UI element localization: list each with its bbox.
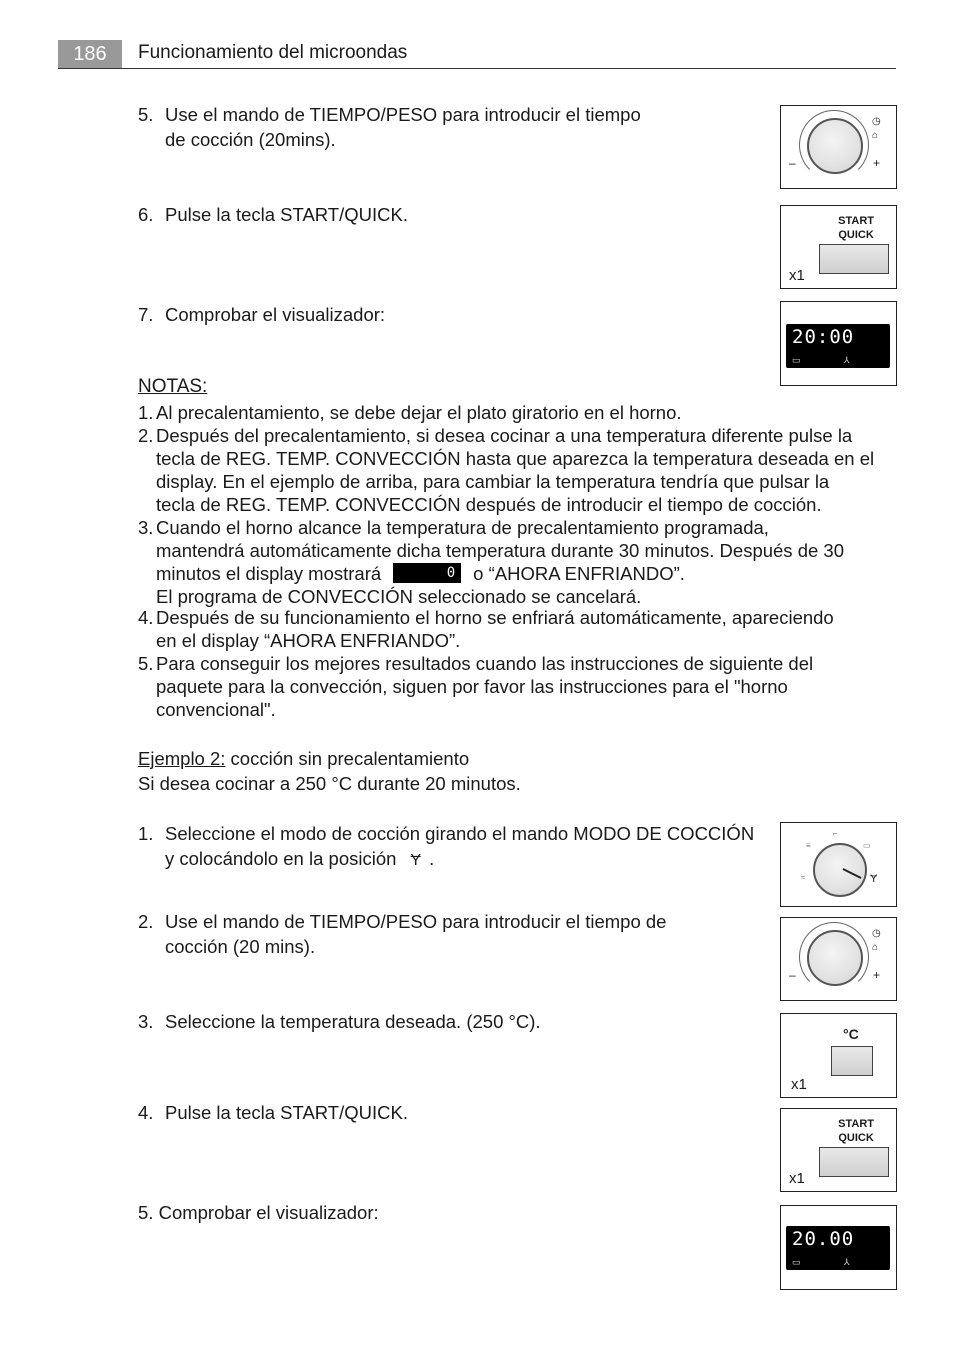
- weight-icon: ⌂: [872, 942, 879, 953]
- time-weight-knob-panel: [780, 105, 897, 189]
- time-weight-knob: [807, 930, 863, 986]
- display-panel-2: [780, 1205, 897, 1290]
- defrost-icon: ≈: [801, 873, 806, 882]
- note-number: 4.: [138, 607, 154, 628]
- oven-display: [786, 324, 890, 368]
- cooking-mode-knob-panel: [780, 822, 897, 907]
- press-count: x1: [789, 267, 805, 284]
- note-text: mantendrá automáticamente dicha temperatura durante 30 minutos. Después de 30: [156, 540, 844, 561]
- step-text-end: .: [429, 848, 435, 869]
- header-divider: [58, 68, 896, 69]
- combi-icon: ⌐: [833, 829, 838, 838]
- step-number: 4.: [138, 1102, 154, 1123]
- notes-title: NOTAS:: [138, 376, 208, 397]
- note-text: tecla de REG. TEMP. CONVECCIÓN después de introducir el tiempo de cocción.: [156, 494, 822, 515]
- clock-icon: ◷: [872, 116, 881, 127]
- note-1: [138, 401, 682, 424]
- step-number: 5.: [138, 1202, 154, 1223]
- step-number: 6.: [138, 204, 154, 225]
- start-quick-button: [819, 1147, 889, 1177]
- step-number: 3.: [138, 1011, 154, 1032]
- note-text: tecla de REG. TEMP. CONVECCIÓN hasta que aparezca la temperatura deseada en el: [156, 448, 875, 469]
- note-text: Al precalentamiento, se debe dejar el plato giratorio en el horno.: [156, 402, 682, 423]
- step-top-5: [138, 103, 641, 151]
- step-text: Comprobar el visualizador:: [158, 1202, 379, 1223]
- step-text: Seleccione el modo de cocción girando el mando MODO DE COCCIÓN: [165, 823, 755, 844]
- step-number: 7.: [138, 304, 154, 325]
- note-text: paquete para la convección, siguen por favor las instrucciones para el "horno: [156, 676, 788, 697]
- start-quick-panel: [780, 205, 897, 289]
- start-quick-label: START QUICK: [838, 215, 874, 241]
- clock-icon: ◷: [872, 928, 881, 939]
- microwave-icon: ▭: [863, 841, 871, 850]
- note-text: Cuando el horno alcance la temperatura de precalentamiento programada,: [156, 517, 769, 538]
- step-text: Pulse la tecla START/QUICK.: [165, 204, 408, 225]
- note-text-with-display: minutos el display mostrará 0 o “AHORA ENFRIANDO”.: [156, 563, 685, 584]
- note-text: convencional".: [156, 699, 276, 720]
- plus-label: +: [873, 968, 881, 982]
- oven-icon: ▭: [792, 355, 801, 365]
- example-label: Ejemplo 2:: [138, 748, 226, 769]
- step-bottom-3: [138, 1010, 541, 1033]
- plus-label: +: [873, 156, 881, 170]
- step-bottom-5: [138, 1201, 379, 1224]
- fan-icon: Ɏ: [870, 873, 878, 885]
- note-5: [138, 652, 813, 721]
- step-text: Use el mando de TIEMPO/PESO para introducir el tiempo: [165, 104, 641, 125]
- step-text-cont: cocción (20 mins).: [165, 936, 316, 957]
- grill-icon: ≡: [806, 841, 811, 850]
- start-quick-label: START QUICK: [838, 1118, 874, 1144]
- note-text: display. En el ejemplo de arriba, para cambiar la temperatura tendría que pulsar la: [156, 471, 830, 492]
- note-4: [138, 606, 834, 652]
- example-line: Si desea cocinar a 250 °C durante 20 minutos.: [138, 773, 521, 794]
- step-number: 1.: [138, 823, 154, 844]
- step-text: Use el mando de TIEMPO/PESO para introducir el tiempo de: [165, 911, 667, 932]
- minus-label: –: [789, 156, 796, 170]
- note-number: 5.: [138, 653, 154, 674]
- display-digits: 20.00: [792, 1228, 855, 1250]
- note-text: en el display “AHORA ENFRIANDO”.: [156, 630, 461, 651]
- example-desc: cocción sin precalentamiento: [225, 748, 470, 769]
- example-heading: [138, 747, 469, 770]
- note-text: El programa de CONVECCIÓN seleccionado se cancelará.: [156, 586, 642, 607]
- step-top-7: [138, 303, 385, 326]
- note-number: 2.: [138, 425, 154, 446]
- note-number: 3.: [138, 517, 154, 538]
- step-bottom-2: [138, 910, 666, 958]
- note-text: Después del precalentamiento, si desea cocinar a una temperatura diferente pulse la: [156, 425, 853, 446]
- step-text: Seleccione la temperatura deseada. (250 °C).: [165, 1011, 541, 1032]
- note-text: Después de su funcionamiento el horno se enfriará automáticamente, apareciendo: [156, 607, 834, 628]
- step-top-6: [138, 203, 408, 226]
- knob-pointer: [781, 823, 896, 906]
- display-digits: 20:00: [792, 326, 855, 348]
- celsius-label: °C: [843, 1026, 859, 1042]
- temperature-button: [831, 1046, 873, 1076]
- press-count: x1: [791, 1076, 807, 1093]
- inline-display-digit: 0: [446, 565, 456, 581]
- step-text: Pulse la tecla START/QUICK.: [165, 1102, 408, 1123]
- weight-icon: ⌂: [872, 130, 879, 141]
- step-text: Comprobar el visualizador:: [165, 304, 386, 325]
- oven-display: [786, 1226, 890, 1270]
- page-number: 186: [58, 40, 122, 68]
- oven-icon: ▭: [792, 1257, 801, 1267]
- step-text-cont: y colocándolo en la posición: [165, 848, 397, 869]
- page-title: Funcionamiento del microondas: [138, 42, 408, 63]
- time-weight-knob-panel-2: [780, 917, 897, 1001]
- start-quick-panel-2: [780, 1108, 897, 1192]
- step-bottom-4: [138, 1101, 408, 1124]
- note-number: 1.: [138, 402, 154, 423]
- time-weight-knob: [807, 118, 863, 174]
- start-quick-button: [819, 244, 889, 274]
- temperature-panel: [780, 1013, 897, 1098]
- step-number: 5.: [138, 104, 154, 125]
- minus-label: –: [789, 968, 796, 982]
- step-number: 2.: [138, 911, 154, 932]
- fan-position-icon: Ɏ: [410, 852, 422, 869]
- fan-icon: ⅄: [844, 355, 850, 365]
- display-panel: [780, 301, 897, 386]
- note-text: Para conseguir los mejores resultados cuando las instrucciones de siguiente del: [156, 653, 814, 674]
- step-bottom-1: [138, 822, 754, 872]
- note-2: [138, 424, 874, 516]
- press-count: x1: [789, 1170, 805, 1187]
- fan-icon: ⅄: [844, 1257, 850, 1267]
- note-3: [138, 516, 844, 608]
- inline-display: [393, 563, 461, 583]
- step-text-cont: de cocción (20mins).: [165, 129, 336, 150]
